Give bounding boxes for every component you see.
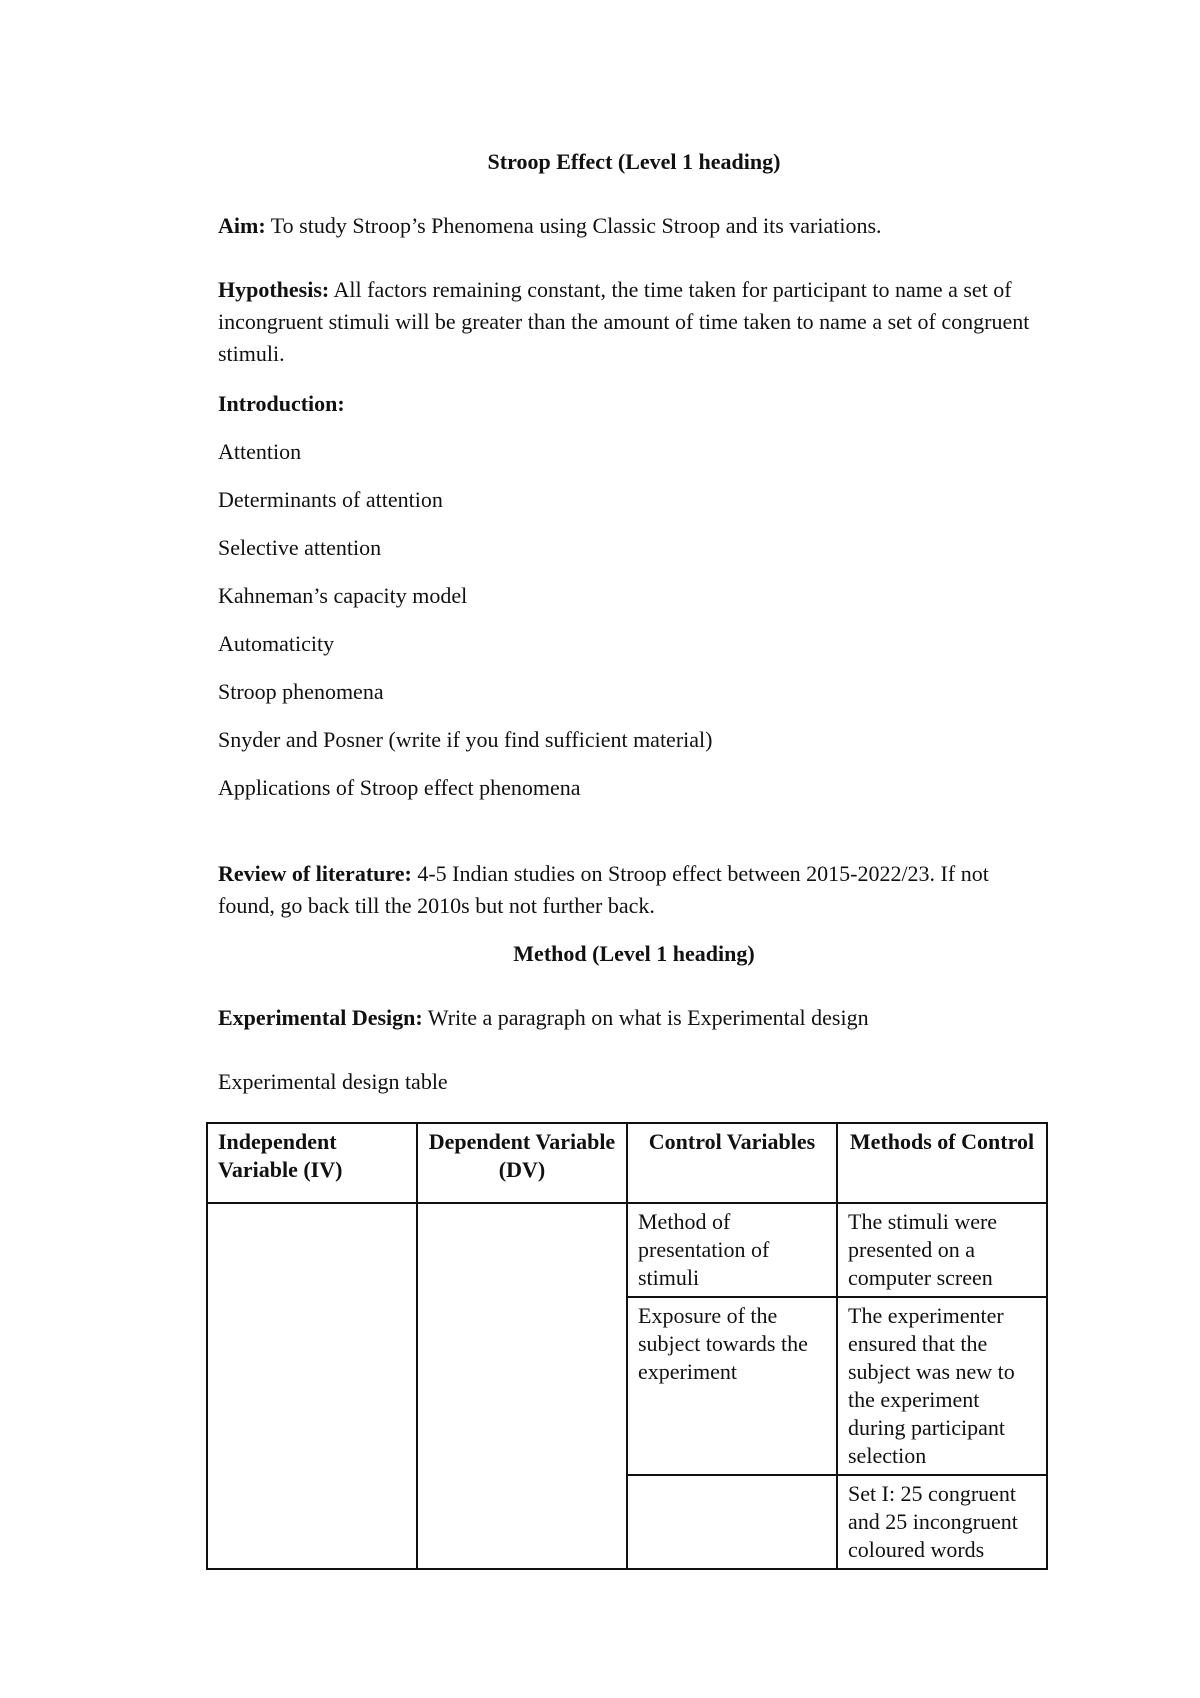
intro-topic: Kahneman’s capacity model: [218, 583, 468, 608]
table-cell: Exposure of the subject towards the experiment: [627, 1297, 837, 1475]
intro-topic: Snyder and Posner (write if you find sufficient material): [218, 727, 713, 752]
review-paragraph: [218, 858, 1050, 922]
document-title: Stroop Effect (Level 1 heading): [487, 149, 781, 174]
hypothesis-text: All factors remaining constant, the time taken for participant to name a set of incongruent stimuli will be greater than the amount of time taken to name a set of congruent stimuli.: [218, 277, 1030, 366]
table-header-cell: Control Variables: [627, 1123, 837, 1203]
intro-topic: Automaticity: [218, 631, 335, 656]
aim-text: To study Stroop’s Phenomena using Classic Stroop and its variations.: [265, 213, 882, 238]
review-label: Review of literature:: [218, 861, 412, 886]
table-header-row: [207, 1123, 1047, 1203]
intro-topic: Determinants of attention: [218, 487, 443, 512]
aim-label: Aim:: [218, 213, 266, 238]
introduction-heading: [218, 388, 345, 420]
intro-topic: Selective attention: [218, 535, 382, 560]
intro-topic: Attention: [218, 439, 302, 464]
experimental-design-label: Experimental Design:: [218, 1005, 423, 1030]
table-header-cell: Dependent Variable (DV): [417, 1123, 627, 1203]
experimental-design-table: [206, 1122, 1048, 1570]
table-header-cell: Independent Variable (IV): [207, 1123, 417, 1203]
intro-topic: Stroop phenomena: [218, 679, 384, 704]
table-row: [207, 1203, 1047, 1297]
hypothesis-label: Hypothesis:: [218, 277, 330, 302]
method-heading: Method (Level 1 heading): [513, 941, 755, 966]
review-text: 4-5 Indian studies on Stroop effect between 2015-2022/23. If not found, go back till the 2010s but not further back.: [218, 861, 989, 918]
table-cell: The stimuli were presented on a computer screen: [837, 1203, 1047, 1297]
table-cell: Method of presentation of stimuli: [627, 1203, 837, 1297]
table-cell-iv: [207, 1203, 417, 1569]
table-cell: [627, 1475, 837, 1569]
table-cell: Set I: 25 congruent and 25 incongruent coloured words: [837, 1475, 1047, 1569]
experimental-design-paragraph: [218, 1002, 869, 1034]
introduction-label: Introduction:: [218, 391, 345, 416]
table-cell-dv: [417, 1203, 627, 1569]
hypothesis-paragraph: [218, 274, 1050, 370]
table-cell: The experimenter ensured that the subject was new to the experiment during participant selection: [837, 1297, 1047, 1475]
table-header-cell: Methods of Control: [837, 1123, 1047, 1203]
table-caption: Experimental design table: [218, 1069, 448, 1094]
intro-topic: Applications of Stroop effect phenomena: [218, 775, 581, 800]
aim-paragraph: [218, 210, 1050, 242]
experimental-design-text: Write a paragraph on what is Experimental design: [422, 1005, 869, 1030]
